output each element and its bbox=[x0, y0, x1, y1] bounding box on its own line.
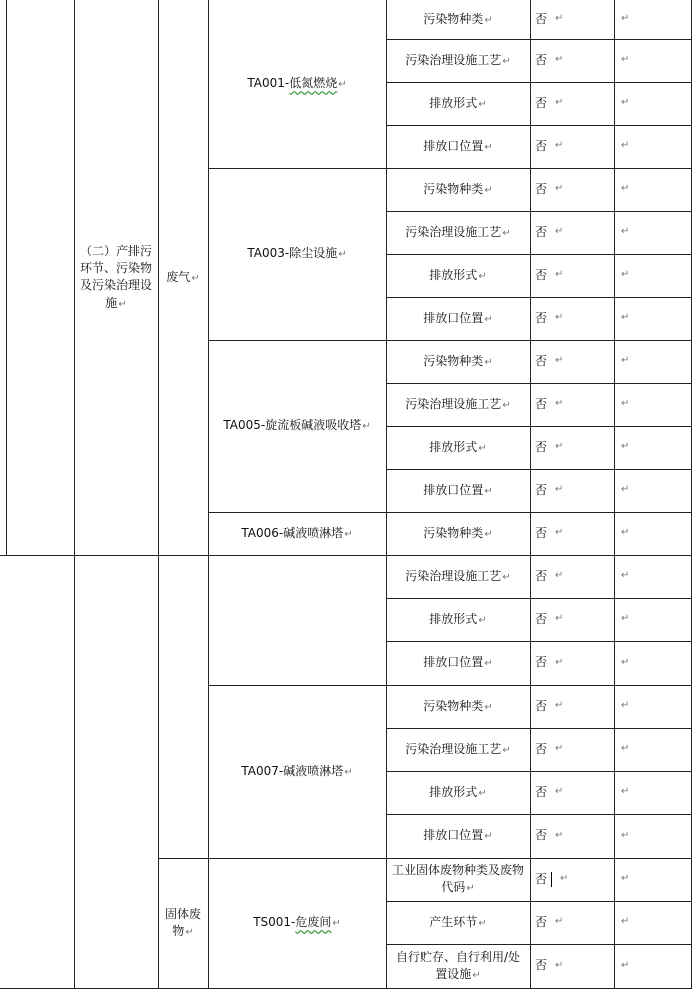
item-value-cell[interactable]: 否 ↵ bbox=[530, 211, 614, 254]
grid-line-horizontal bbox=[386, 685, 692, 686]
item-remark-cell[interactable] bbox=[614, 39, 692, 82]
spellcheck-flag: 低氮燃烧 bbox=[289, 76, 338, 91]
grid-line-horizontal bbox=[386, 125, 692, 126]
item-value-cell[interactable]: 否 ↵ bbox=[530, 771, 614, 814]
item-value: 否 bbox=[535, 310, 548, 325]
facility-name: TA005-旋流板碱液吸收塔 bbox=[223, 418, 362, 433]
item-label: 污染物种类 bbox=[423, 353, 484, 368]
paragraph-mark: ↵ bbox=[621, 13, 630, 25]
facility-cell: TA003-除尘设施↵ bbox=[247, 246, 347, 261]
item-label-cell: 污染物种类↵ bbox=[423, 698, 493, 713]
item-label: 排放形式 bbox=[429, 267, 478, 282]
item-value-cell[interactable]: 否 ↵ bbox=[530, 469, 614, 512]
item-label-cell: 污染物种类↵ bbox=[423, 353, 493, 368]
grid-line-horizontal bbox=[386, 297, 692, 298]
grid-line-horizontal bbox=[386, 858, 692, 859]
paragraph-mark: ↵ bbox=[621, 269, 630, 281]
item-remark-cell[interactable] bbox=[614, 168, 692, 211]
item-value-cell[interactable]: 否 ↵ bbox=[530, 858, 614, 901]
grid-line-horizontal bbox=[0, 988, 692, 989]
paragraph-mark: ↵ bbox=[621, 570, 630, 582]
item-value: 否 bbox=[535, 655, 548, 670]
item-label-cell: 排放口位置↵ bbox=[423, 828, 493, 843]
grid-line-horizontal bbox=[386, 82, 692, 83]
paragraph-mark: ↵ bbox=[621, 226, 630, 238]
grid-line-horizontal bbox=[0, 555, 75, 556]
paragraph-mark: ↵ bbox=[621, 183, 630, 195]
category-label: 固体废物 bbox=[164, 906, 201, 938]
item-label-cell: 排放口位置↵ bbox=[423, 655, 493, 670]
item-value-cell[interactable]: 否 ↵ bbox=[530, 901, 614, 944]
grid-line-vertical bbox=[691, 0, 692, 989]
item-label: 污染物种类 bbox=[423, 525, 484, 540]
paragraph-mark: ↵ bbox=[621, 484, 630, 496]
facility-name: TS001-危废间 bbox=[253, 915, 332, 930]
item-label: 污染物种类 bbox=[423, 698, 484, 713]
item-value: 否 bbox=[535, 568, 548, 583]
facility-name: TA007-碱液喷淋塔 bbox=[241, 763, 344, 778]
paragraph-mark: ↵ bbox=[118, 298, 127, 310]
item-remark-cell[interactable] bbox=[614, 814, 692, 858]
item-value-cell[interactable]: 否 ↵ bbox=[530, 598, 614, 641]
item-label-cell: 污染治理设施工艺↵ bbox=[405, 52, 511, 67]
facility-cell: TA001-低氮燃烧↵ bbox=[247, 76, 347, 91]
grid-line-vertical bbox=[158, 0, 159, 989]
item-label-cell: 污染治理设施工艺↵ bbox=[405, 224, 511, 239]
paragraph-mark: ↵ bbox=[621, 916, 630, 928]
item-remark-cell[interactable] bbox=[614, 297, 692, 340]
grid-line-horizontal bbox=[386, 771, 692, 772]
item-value-cell[interactable]: 否 ↵ bbox=[530, 555, 614, 598]
item-value-cell[interactable]: 否 ↵ bbox=[530, 728, 614, 771]
item-label: 排放口位置 bbox=[423, 655, 484, 670]
item-label: 排放形式 bbox=[429, 784, 478, 799]
item-value: 否 bbox=[535, 784, 548, 799]
item-label-cell: 排放口位置↵ bbox=[423, 138, 493, 153]
facility-cell: TA005-旋流板碱液吸收塔↵ bbox=[223, 418, 371, 433]
item-remark-cell[interactable] bbox=[614, 82, 692, 125]
item-value: 否 bbox=[535, 353, 548, 368]
item-value: 否 bbox=[535, 741, 548, 756]
item-label: 污染治理设施工艺 bbox=[405, 396, 502, 411]
grid-line-horizontal bbox=[386, 641, 692, 642]
item-value: 否 bbox=[535, 828, 548, 843]
item-value: 否 bbox=[535, 181, 548, 196]
item-label-cell: 排放口位置↵ bbox=[423, 482, 493, 497]
item-remark-cell[interactable] bbox=[614, 254, 692, 297]
item-label-cell: 污染物种类↵ bbox=[423, 525, 493, 540]
section-label-cell bbox=[74, 0, 158, 555]
item-remark-cell[interactable] bbox=[614, 728, 692, 771]
item-value-cell[interactable]: 否 ↵ bbox=[530, 340, 614, 383]
grid-line-horizontal bbox=[386, 469, 692, 470]
item-value: 否 bbox=[535, 871, 548, 886]
grid-line-horizontal bbox=[386, 168, 692, 169]
item-label-cell: 污染物种类↵ bbox=[423, 181, 493, 196]
item-label: 排放形式 bbox=[429, 611, 478, 626]
item-value: 否 bbox=[535, 958, 548, 973]
item-value-cell[interactable]: 否 ↵ bbox=[530, 426, 614, 469]
paragraph-mark: ↵ bbox=[621, 312, 630, 324]
grid-line-horizontal bbox=[386, 555, 692, 556]
item-remark-cell[interactable] bbox=[614, 901, 692, 944]
item-label-cell: 排放形式↵ bbox=[429, 611, 487, 626]
grid-line-horizontal bbox=[208, 858, 387, 859]
grid-line-horizontal bbox=[386, 944, 692, 945]
item-label: 排放形式 bbox=[429, 439, 478, 454]
item-value: 否 bbox=[535, 914, 548, 929]
item-label-cell: 污染治理设施工艺↵ bbox=[405, 741, 511, 756]
item-label: 污染治理设施工艺 bbox=[405, 224, 502, 239]
item-label-cell: 工业固体废物种类及废物代码↵ bbox=[392, 863, 525, 895]
item-value-cell[interactable]: 否 ↵ bbox=[530, 297, 614, 340]
item-label: 污染物种类 bbox=[423, 181, 484, 196]
grid-line-horizontal bbox=[386, 211, 692, 212]
paragraph-mark: ↵ bbox=[621, 527, 630, 539]
item-remark-cell[interactable] bbox=[614, 512, 692, 555]
item-remark-cell[interactable] bbox=[614, 641, 692, 685]
grid-line-vertical bbox=[614, 0, 615, 989]
facility-name: TA001-低氮燃烧 bbox=[247, 76, 338, 91]
category-label: 废气 bbox=[166, 269, 191, 284]
paragraph-mark: ↵ bbox=[621, 441, 630, 453]
item-value-cell[interactable]: 否 ↵ bbox=[530, 512, 614, 555]
paragraph-mark: ↵ bbox=[621, 398, 630, 410]
item-value: 否 bbox=[535, 482, 548, 497]
grid-line-horizontal bbox=[74, 555, 159, 556]
item-value: 否 bbox=[535, 95, 548, 110]
facility-cell: TS001-危废间↵ bbox=[253, 915, 341, 930]
item-label-cell: 排放形式↵ bbox=[429, 267, 487, 282]
grid-line-horizontal bbox=[386, 814, 692, 815]
item-label-cell: 排放口位置↵ bbox=[423, 310, 493, 325]
paragraph-mark: ↵ bbox=[621, 829, 630, 841]
grid-line-horizontal bbox=[208, 685, 387, 686]
item-remark-cell[interactable] bbox=[614, 771, 692, 814]
item-remark-cell[interactable] bbox=[614, 211, 692, 254]
grid-line-horizontal bbox=[386, 901, 692, 902]
item-remark-cell[interactable] bbox=[614, 383, 692, 426]
facility-cell: TA006-碱液喷淋塔↵ bbox=[241, 525, 353, 540]
grid-line-horizontal bbox=[386, 39, 692, 40]
item-label: 排放口位置 bbox=[423, 310, 484, 325]
paragraph-mark: ↵ bbox=[621, 54, 630, 66]
item-label: 污染治理设施工艺 bbox=[405, 52, 502, 67]
facility-cell: TA007-碱液喷淋塔↵ bbox=[241, 763, 353, 778]
grid-line-horizontal bbox=[386, 383, 692, 384]
item-value-cell[interactable]: 否 ↵ bbox=[530, 82, 614, 125]
grid-line-horizontal bbox=[208, 512, 387, 513]
paragraph-mark: ↵ bbox=[621, 700, 630, 712]
paragraph-mark: ↵ bbox=[621, 656, 630, 668]
grid-line-horizontal bbox=[208, 340, 387, 341]
item-value-cell[interactable]: 否 ↵ bbox=[530, 168, 614, 211]
grid-line-vertical bbox=[74, 0, 75, 989]
grid-line-vertical bbox=[530, 0, 531, 989]
paragraph-mark: ↵ bbox=[621, 140, 630, 152]
grid-line-vertical bbox=[386, 0, 387, 989]
item-label: 排放口位置 bbox=[423, 138, 484, 153]
item-value: 否 bbox=[535, 698, 548, 713]
item-remark-cell[interactable] bbox=[614, 125, 692, 168]
item-label: 污染治理设施工艺 bbox=[405, 568, 502, 583]
item-value: 否 bbox=[535, 138, 548, 153]
grid-line-horizontal bbox=[158, 555, 209, 556]
item-label: 排放口位置 bbox=[423, 828, 484, 843]
item-value-cell[interactable]: 否 ↵ bbox=[530, 383, 614, 426]
item-label-cell: 产生环节↵ bbox=[429, 914, 487, 929]
grid-line-horizontal bbox=[158, 858, 209, 859]
item-remark-cell[interactable] bbox=[614, 858, 692, 901]
text-cursor bbox=[551, 872, 552, 887]
item-remark-cell[interactable] bbox=[614, 340, 692, 383]
paragraph-mark: ↵ bbox=[621, 873, 630, 885]
category-cell-solid-waste: 固体废物↵ bbox=[164, 906, 201, 938]
item-value: 否 bbox=[535, 11, 548, 26]
item-label-cell: 污染物种类↵ bbox=[423, 11, 493, 26]
item-label: 排放形式 bbox=[429, 95, 478, 110]
item-label-cell: 污染治理设施工艺↵ bbox=[405, 568, 511, 583]
item-value-cell[interactable]: 否 ↵ bbox=[530, 0, 614, 39]
item-remark-cell[interactable] bbox=[614, 426, 692, 469]
grid-line-horizontal bbox=[386, 254, 692, 255]
item-value: 否 bbox=[535, 267, 548, 282]
item-value-cell[interactable]: 否 ↵ bbox=[530, 685, 614, 728]
item-remark-cell[interactable] bbox=[614, 469, 692, 512]
paragraph-mark: ↵ bbox=[621, 959, 630, 971]
item-value-cell[interactable]: 否 ↵ bbox=[530, 814, 614, 858]
item-value-cell[interactable]: 否 ↵ bbox=[530, 944, 614, 988]
paragraph-mark: ↵ bbox=[621, 97, 630, 109]
paragraph-mark: ↵ bbox=[621, 743, 630, 755]
item-remark-cell[interactable] bbox=[614, 0, 692, 39]
item-value-cell[interactable]: 否 ↵ bbox=[530, 125, 614, 168]
item-value: 否 bbox=[535, 224, 548, 239]
item-value-cell[interactable]: 否 ↵ bbox=[530, 39, 614, 82]
item-label-cell: 排放形式↵ bbox=[429, 95, 487, 110]
item-value-cell[interactable]: 否 ↵ bbox=[530, 254, 614, 297]
item-label: 工业固体废物种类及废物代码 bbox=[392, 863, 525, 895]
item-value: 否 bbox=[535, 611, 548, 626]
item-label-cell: 排放形式↵ bbox=[429, 784, 487, 799]
category-cell-waste-gas: 废气↵ bbox=[166, 269, 200, 284]
item-remark-cell[interactable] bbox=[614, 685, 692, 728]
spellcheck-flag: 危废间 bbox=[295, 915, 332, 930]
item-value: 否 bbox=[535, 439, 548, 454]
paragraph-mark: ↵ bbox=[621, 613, 630, 625]
grid-line-vertical bbox=[208, 0, 209, 989]
item-remark-cell[interactable] bbox=[614, 555, 692, 598]
item-value: 否 bbox=[535, 396, 548, 411]
grid-line-horizontal bbox=[386, 340, 692, 341]
item-label: 产生环节 bbox=[429, 914, 478, 929]
paragraph-mark: ↵ bbox=[621, 786, 630, 798]
facility-name: TA006-碱液喷淋塔 bbox=[241, 525, 344, 540]
grid-line-horizontal bbox=[386, 598, 692, 599]
item-label: 污染治理设施工艺 bbox=[405, 741, 502, 756]
paragraph-mark: ↵ bbox=[621, 355, 630, 367]
item-label-cell: 自行贮存、自行利用/处置设施↵ bbox=[395, 949, 521, 981]
grid-line-horizontal bbox=[386, 728, 692, 729]
section-label: （二）产排污环节、污染物及污染治理设施 bbox=[80, 243, 153, 310]
grid-line-horizontal bbox=[386, 512, 692, 513]
grid-line-horizontal bbox=[386, 426, 692, 427]
item-label-cell: 污染治理设施工艺↵ bbox=[405, 396, 511, 411]
item-remark-cell[interactable] bbox=[614, 598, 692, 641]
grid-line-horizontal bbox=[208, 555, 387, 556]
item-remark-cell[interactable] bbox=[614, 944, 692, 988]
item-value: 否 bbox=[535, 525, 548, 540]
item-label: 污染物种类 bbox=[423, 11, 484, 26]
grid-line-vertical bbox=[6, 0, 7, 556]
item-value: 否 bbox=[535, 52, 548, 67]
facility-name: TA003-除尘设施 bbox=[247, 246, 338, 261]
item-label: 排放口位置 bbox=[423, 482, 484, 497]
item-label: 自行贮存、自行利用/处置设施 bbox=[395, 949, 521, 981]
item-label-cell: 排放形式↵ bbox=[429, 439, 487, 454]
grid-line-horizontal bbox=[208, 168, 387, 169]
item-value-cell[interactable]: 否 ↵ bbox=[530, 641, 614, 685]
